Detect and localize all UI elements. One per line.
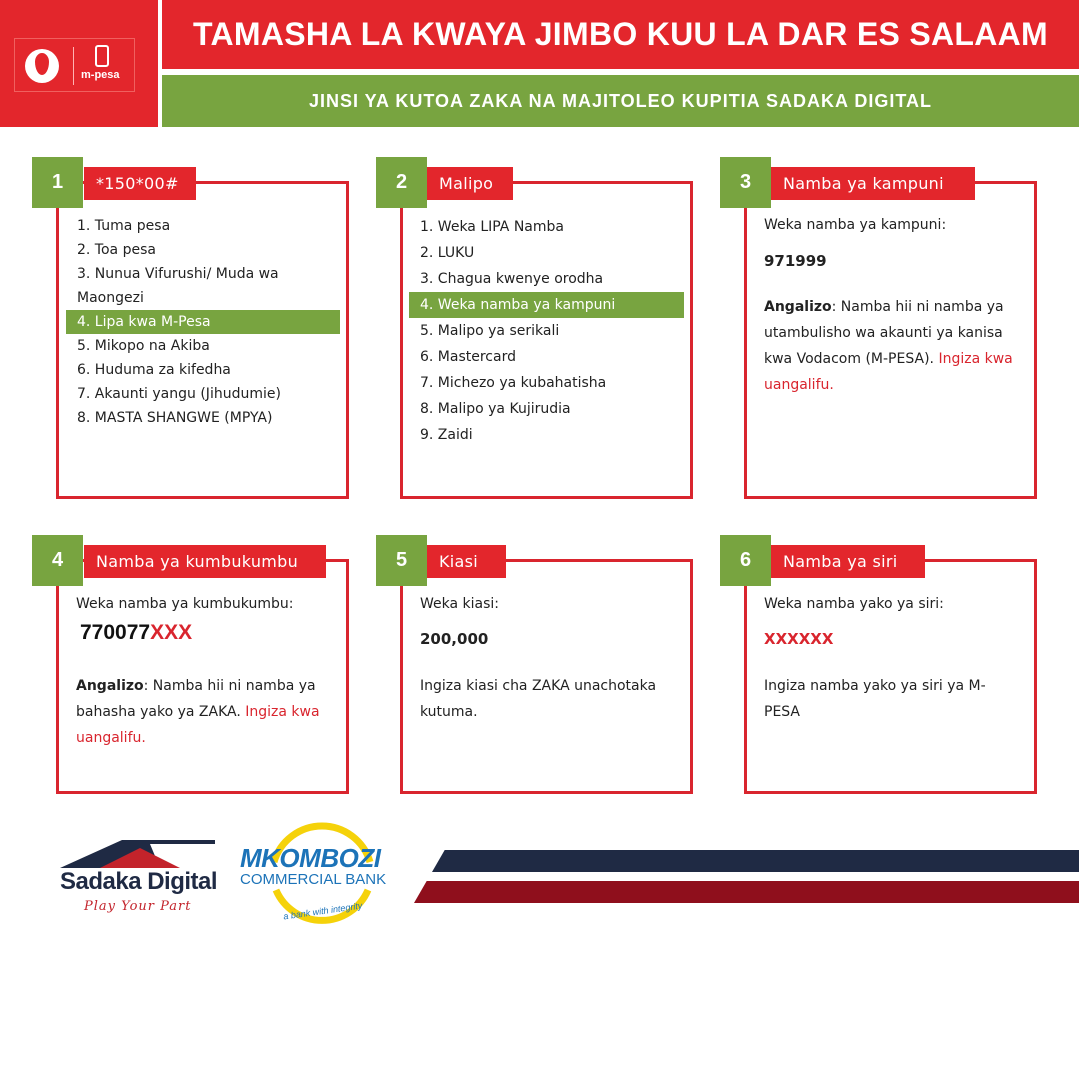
note-warning: Ingiza kwa uangalifu. [764,351,1013,393]
step-prompt-4: Weka namba ya kumbukumbu: [76,596,294,612]
reference-digits: 770077 [80,621,151,644]
list-item: 8. MASTA SHANGWE (MPYA) [77,410,273,426]
subtitle-bar [162,72,1079,127]
note-text: : Namba hii ni namba ya bahasha yako ya ZAKA. [76,678,316,720]
title-bar [162,0,1079,72]
note-warning: Ingiza kwa uangalifu. [76,704,320,746]
list-item-highlighted: 4. Lipa kwa M-Pesa [66,310,340,334]
step-note-6: Ingiza namba yako ya siri ya M-PESA [764,678,986,720]
reference-mask: XXX [150,621,193,644]
sadaka-roof-logo [60,838,215,868]
step-tag-6: Namba ya siri [771,545,925,578]
list-item: 7. Michezo ya kubahatisha [420,375,607,391]
step-tag-4: Namba ya kumbukumbu [84,545,326,578]
list-item: 8. Malipo ya Kujirudia [420,401,571,417]
step-prompt-3: Weka namba ya kampuni: [764,217,947,233]
list-item: 2. LUKU [420,245,475,261]
list-item: 6. Huduma za kifedha [77,362,231,378]
bank-subtitle: COMMERCIAL BANK [240,871,387,888]
sadaka-digital-tagline: Play Your Part [84,899,192,914]
step-prompt-6: Weka namba yako ya siri: [764,596,944,612]
list-item: 3. Chagua kwenye orodha [420,271,604,287]
sadaka-digital-name: Sadaka Digital [60,868,218,895]
step-value-4 [80,620,192,646]
step-value-5: 200,000 [420,630,489,648]
list-item: 1. Weka LIPA Namba [420,219,564,235]
step-value-3: 971999 [764,252,827,270]
step-number-4: 4 [32,535,83,586]
logo-panel [0,0,158,127]
list-item: 6. Mastercard [420,349,516,365]
list-item: 5. Malipo ya serikali [420,323,560,339]
decor-stripe-red [414,881,1079,903]
step-number-2: 2 [376,157,427,208]
step-tag-2: Malipo [427,167,513,200]
list-item: Maongezi [77,290,144,306]
page-subtitle: JINSI YA KUTOA ZAKA NA MAJITOLEO KUPITIA SADAKA DIGITAL [308,90,933,111]
bank-name: MKOMBOZI [240,843,381,873]
list-item-highlighted: 4. Weka namba ya kampuni [409,292,684,318]
note-text: : Namba hii ni namba ya utambulisho wa akaunti ya kanisa kwa Vodacom (M-PESA). [764,299,1004,367]
list-item: 1. Tuma pesa [77,218,171,234]
note-label: Angalizo [764,299,832,315]
mpesa-label: m-pesa [81,69,120,81]
decor-stripe-navy [432,850,1079,872]
list-item: 7. Akaunti yangu (Jihudumie) [77,386,281,402]
step-note-3 [764,294,1026,398]
vodacom-mpesa-logo [14,38,135,92]
list-item: 5. Mikopo na Akiba [77,338,210,354]
list-item: 3. Nunua Vifurushi/ Muda wa [77,266,279,282]
note-label: Angalizo [76,678,144,694]
step-number-5: 5 [376,535,427,586]
step-note-5: Ingiza kiasi cha ZAKA unachotaka kutuma. [420,678,657,720]
phone-icon [95,45,109,67]
step-tag-1: *150*00# [84,167,196,200]
step-number-3: 3 [720,157,771,208]
list-item: 2. Toa pesa [77,242,156,258]
step-menu-2 [409,214,684,448]
step-value-6: XXXXXX [764,630,834,648]
step-menu-1 [66,214,340,430]
step-number-1: 1 [32,157,83,208]
step-number-6: 6 [720,535,771,586]
step-tag-3: Namba ya kampuni [771,167,975,200]
step-tag-5: Kiasi [427,545,506,578]
logo-divider [73,47,74,85]
bank-slogan: a bank with integrity [282,900,363,922]
step-note-4 [76,673,341,751]
step-prompt-5: Weka kiasi: [420,596,500,612]
page-title: TAMASHA LA KWAYA JIMBO KUU LA DAR ES SALAAM [193,16,1048,52]
list-item: 9. Zaidi [420,427,473,443]
